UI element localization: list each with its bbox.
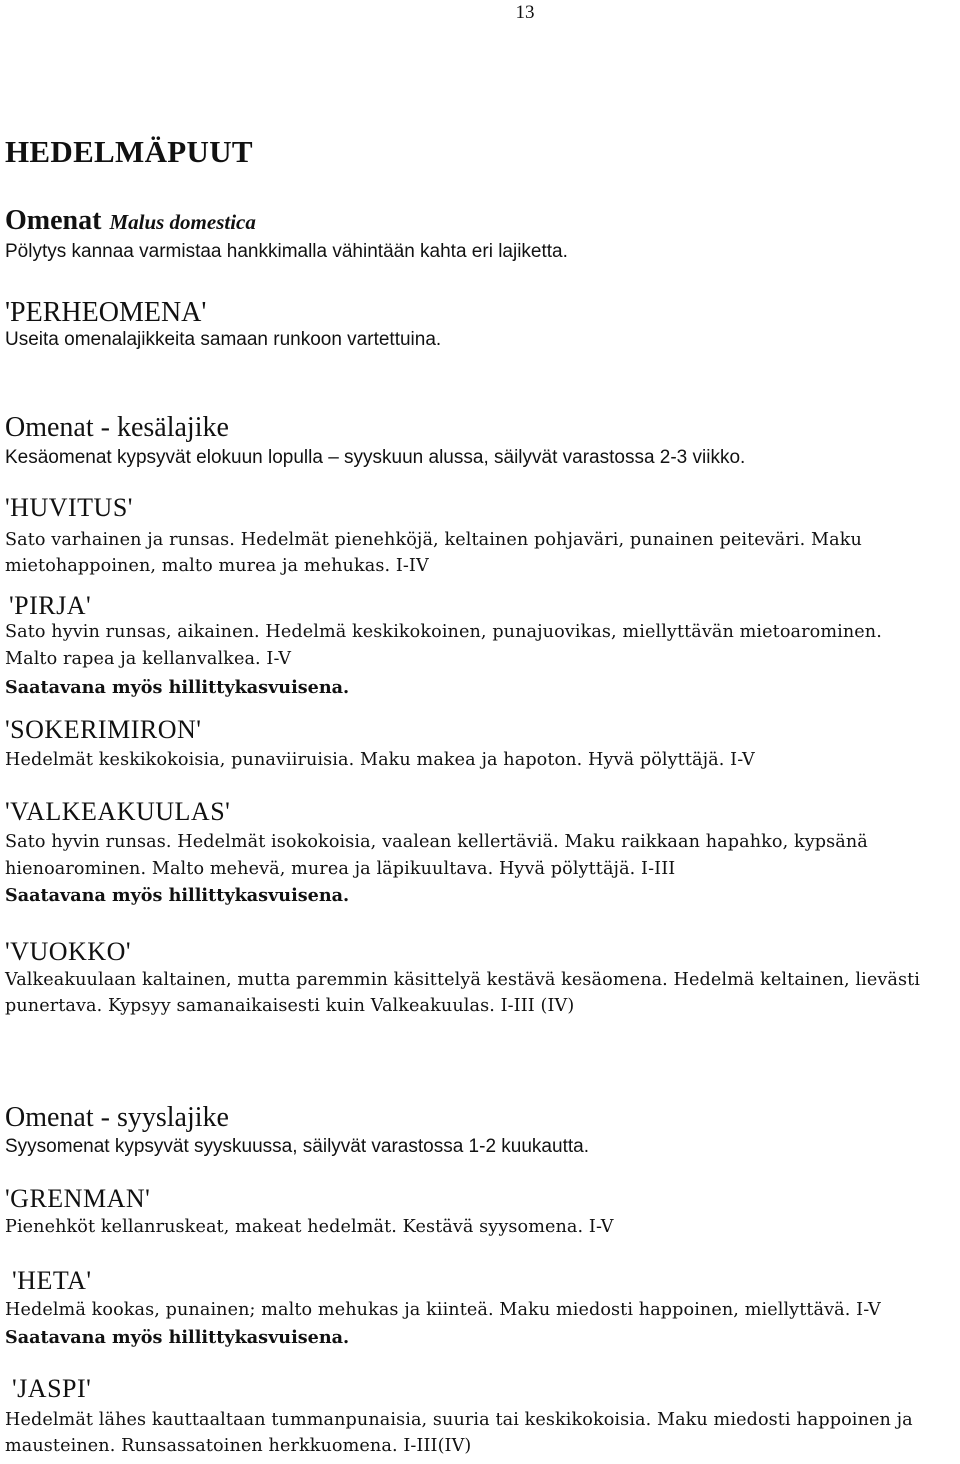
variety-name-heta: 'HETA' bbox=[12, 1266, 92, 1295]
variety-name-valkeakuulas: 'VALKEAKUULAS' bbox=[5, 797, 231, 826]
variety-text: mausteinen. Runsassatoinen herkkuomena. I-III(IV) bbox=[5, 1436, 472, 1456]
species-common-name: Omenat bbox=[5, 205, 102, 236]
availability-note: Saatavana myös hillittykasvuisena. bbox=[5, 885, 350, 906]
variety-name-vuokko: 'VUOKKO' bbox=[5, 937, 132, 966]
availability-note: Saatavana myös hillittykasvuisena. bbox=[5, 677, 350, 698]
variety-text: Sato hyvin runsas. Hedelmät isokokoisia, vaalean kellertäviä. Maku raikkaan hapahko, kypsänä bbox=[5, 832, 868, 852]
autumn-section-heading: Omenat - syyslajike bbox=[5, 1102, 229, 1133]
variety-text: Malto rapea ja kellanvalkea. I-V bbox=[5, 649, 292, 669]
page-number: 13 bbox=[515, 2, 535, 23]
summer-description: Kesäomenat kypsyvät elokuun lopulla – syyskuun alussa, säilyvät varastossa 2-3 viikko. bbox=[5, 447, 746, 468]
summer-section-heading: Omenat - kesälajike bbox=[5, 412, 229, 443]
variety-name-huvitus: 'HUVITUS' bbox=[5, 493, 133, 522]
variety-text: Hedelmä kookas, punainen; malto mehukas ja kiinteä. Maku miedosti happoinen, miellyttävä. I-V bbox=[5, 1300, 881, 1320]
variety-name-sokerimiron: 'SOKERIMIRON' bbox=[5, 715, 202, 744]
family-apple-heading: 'PERHEOMENA' bbox=[5, 297, 207, 328]
autumn-description: Syysomenat kypsyvät syyskuussa, säilyvät varastossa 1-2 kuukautta. bbox=[5, 1136, 589, 1157]
page-title: HEDELMÄPUUT bbox=[5, 134, 253, 169]
variety-text: Sato hyvin runsas, aikainen. Hedelmä keskikokoinen, punajuovikas, miellyttävän mietoarominen. bbox=[5, 622, 882, 642]
variety-text: mietohappoinen, malto murea ja mehukas. I-IV bbox=[5, 556, 429, 576]
variety-text: Hedelmät lähes kauttaaltaan tummanpunaisia, suuria tai keskikokoisia. Maku miedosti happoinen ja bbox=[5, 1410, 913, 1430]
variety-name-grenman: 'GRENMAN' bbox=[5, 1184, 151, 1213]
availability-note: Saatavana myös hillittykasvuisena. bbox=[5, 1327, 350, 1348]
pollination-note: Pölytys kannaa varmistaa hankkimalla vähintään kahta eri lajiketta. bbox=[5, 241, 568, 262]
variety-name-jaspi: 'JASPI' bbox=[12, 1374, 92, 1403]
variety-text: hienoarominen. Malto mehevä, murea ja läpikuultava. Hyvä pölyttäjä. I-III bbox=[5, 859, 676, 879]
family-apple-text: Useita omenalajikkeita samaan runkoon vartettuina. bbox=[5, 329, 442, 350]
species-heading bbox=[5, 205, 256, 237]
variety-text: punertava. Kypsyy samanaikaisesti kuin Valkeakuulas. I-III (IV) bbox=[5, 996, 575, 1016]
variety-text: Valkeakuulaan kaltainen, mutta paremmin käsittelyä kestävä kesäomena. Hedelmä keltainen, lievästi bbox=[5, 970, 921, 990]
variety-text: Hedelmät keskikokoisia, punaviiruisia. Maku makea ja hapoton. Hyvä pölyttäjä. I-V bbox=[5, 750, 755, 770]
variety-text: Sato varhainen ja runsas. Hedelmät pienehköjä, keltainen pohjaväri, punainen peiteväri. Maku bbox=[5, 530, 862, 550]
species-latin-name: Malus domestica bbox=[109, 210, 256, 234]
variety-name-pirja: 'PIRJA' bbox=[9, 591, 92, 620]
variety-text: Pienehköt kellanruskeat, makeat hedelmät. Kestävä syysomena. I-V bbox=[5, 1217, 614, 1237]
